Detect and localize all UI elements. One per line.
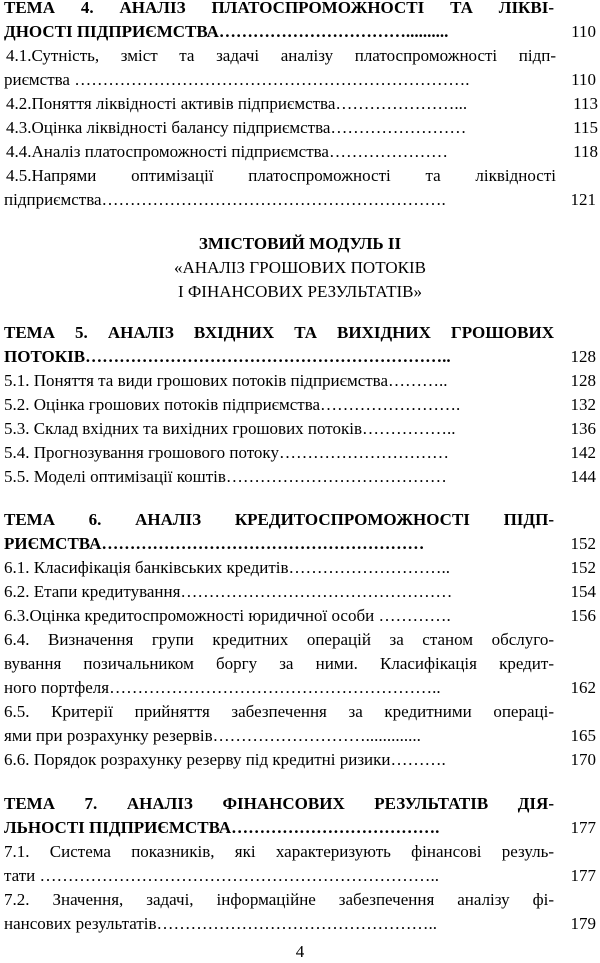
toc-item-4-5[interactable] (4, 188, 596, 212)
toc-item-6-6-page: 170 (570, 750, 596, 769)
toc-item-6-1-label: 6.1. Класифікація банківських кредитів……………………….. (4, 558, 451, 577)
topic7-heading-page: 177 (570, 818, 596, 837)
toc-item-4-4-page: 118 (573, 142, 598, 161)
toc-item-5-5[interactable] (4, 465, 596, 489)
toc-item-4-3-label: 4.3.Оцінка ліквідності балансу підприємства…………………… (6, 118, 467, 137)
topic4-heading-entry[interactable] (4, 20, 596, 44)
toc-item-4-1-line2: риємства ……………………………………………………………. (4, 70, 470, 89)
toc-item-4-2-page: 113 (573, 94, 598, 113)
topic4-heading-page: 110 (571, 22, 596, 41)
topic4-heading-line1: ТЕМА 4. АНАЛІЗ ПЛАТОСПРОМОЖНОСТІ ТА ЛІКВІ- (4, 0, 554, 17)
toc-item-7-2-line1: 7.2. Значення, задачі, інформаційне забезпечення аналізу фі- (4, 890, 554, 909)
toc-item-6-4-line1: 6.4. Визначення групи кредитних операцій за станом обслуго- (4, 630, 554, 649)
toc-item-5-2[interactable] (4, 393, 596, 417)
toc-item-4-3[interactable] (4, 116, 598, 140)
toc-item-5-4-page: 142 (570, 443, 596, 462)
toc-item-5-5-page: 144 (570, 467, 596, 486)
toc-item-4-5-page: 121 (570, 190, 596, 209)
topic6-heading-line1: ТЕМА 6. АНАЛІЗ КРЕДИТОСПРОМОЖНОСТІ ПІДП- (4, 510, 554, 529)
toc-item-6-5-line2: ями при розрахунку резервів………………………............. (4, 726, 421, 745)
toc-item-6-3[interactable] (4, 604, 596, 628)
toc-item-7-1[interactable] (4, 864, 596, 888)
toc-item-5-3[interactable] (4, 417, 596, 441)
toc-item-5-4[interactable] (4, 441, 596, 465)
toc-item-5-1-label: 5.1. Поняття та види грошових потоків підприємства……….. (4, 371, 448, 390)
topic5-heading-page: 128 (570, 347, 596, 366)
toc-item-5-5-label: 5.5. Моделі оптимізації коштів………………………………… (4, 467, 447, 486)
toc-item-5-2-label: 5.2. Оцінка грошових потоків підприємства……………………. (4, 395, 461, 414)
toc-item-7-1-page: 177 (570, 866, 596, 885)
toc-item-6-5[interactable] (4, 724, 596, 748)
topic6-heading-line2: РИЄМСТВА………………………………………………… (4, 534, 425, 553)
toc-item-4-5-line2: підприємства……………………………………………………. (4, 190, 446, 209)
toc-item-6-1-page: 152 (570, 558, 596, 577)
toc-item-6-5-page: 165 (570, 726, 596, 745)
toc-item-6-6-label: 6.6. Порядок розрахунку резерву під кредитні ризики………. (4, 750, 446, 769)
topic4-heading-line2: ДНОСТІ ПІДПРИЄМСТВА…………………………….......... (4, 22, 449, 41)
table-of-contents (4, 0, 596, 963)
topic5-heading-line2: ПОТОКІВ……………………………………………………….. (4, 347, 451, 366)
toc-item-6-4-page: 162 (570, 678, 596, 697)
topic5-heading-line1: ТЕМА 5. АНАЛІЗ ВХІДНИХ ТА ВИХІДНИХ ГРОШОВИХ (4, 323, 554, 342)
toc-item-5-3-page: 136 (570, 419, 596, 438)
toc-item-7-2-page: 179 (570, 914, 596, 933)
toc-item-6-6[interactable] (4, 748, 596, 772)
toc-item-6-2-page: 154 (570, 582, 596, 601)
toc-item-6-3-page: 156 (570, 606, 596, 625)
page-number: 4 (295, 942, 305, 961)
toc-item-5-1-page: 128 (570, 371, 596, 390)
toc-item-6-1[interactable] (4, 556, 596, 580)
toc-item-4-5-line1: 4.5.Напрями оптимізації платоспроможності та ліквідності (6, 166, 556, 185)
toc-item-7-1-line1: 7.1. Система показників, які характеризують фінансові резуль- (4, 842, 554, 861)
toc-item-4-1-line1: 4.1.Сутність, зміст та задачі аналізу платоспроможності підп- (6, 46, 556, 65)
toc-item-6-4-line3: ного портфеля………………………………………………….. (4, 678, 441, 697)
toc-item-5-2-page: 132 (570, 395, 596, 414)
module-title: ЗМІСТОВИЙ МОДУЛЬ ІІ (198, 234, 402, 253)
topic7-heading-line1: ТЕМА 7. АНАЛІЗ ФІНАНСОВИХ РЕЗУЛЬТАТІВ ДІЯ- (4, 794, 554, 813)
toc-item-5-3-label: 5.3. Склад вхідних та вихідних грошових потоків…………….. (4, 419, 456, 438)
toc-item-5-4-label: 5.4. Прогнозування грошового потоку………………………… (4, 443, 449, 462)
toc-item-4-2[interactable] (4, 92, 598, 116)
toc-item-5-1[interactable] (4, 369, 596, 393)
module-subtitle-line1: «АНАЛІЗ ГРОШОВИХ ПОТОКІВ (174, 258, 426, 277)
topic6-heading-page: 152 (570, 534, 596, 553)
toc-item-4-4[interactable] (4, 140, 598, 164)
toc-item-6-4[interactable] (4, 676, 596, 700)
toc-item-4-1-page: 110 (571, 70, 596, 89)
toc-item-6-3-label: 6.3.Оцінка кредитоспроможності юридичної особи …………. (4, 606, 451, 625)
toc-item-7-2[interactable] (4, 912, 596, 936)
toc-item-6-2[interactable] (4, 580, 596, 604)
toc-item-7-1-line2: тати …………………………………………………………….. (4, 866, 440, 885)
toc-item-6-2-label: 6.2. Етапи кредитування………………………………………… (4, 582, 453, 601)
topic7-heading-entry[interactable] (4, 816, 596, 840)
toc-item-4-4-label: 4.4.Аналіз платоспроможності підприємства………………… (6, 142, 448, 161)
topic7-heading-line2: ЛЬНОСТІ ПІДПРИЄМСТВА………………………………. (4, 818, 440, 837)
toc-item-4-1[interactable] (4, 68, 596, 92)
topic6-heading-entry[interactable] (4, 532, 596, 556)
toc-item-4-3-page: 115 (573, 118, 598, 137)
toc-item-7-2-line2: нансових результатів………………………………………….. (4, 914, 438, 933)
toc-item-6-5-line1: 6.5. Критерії прийняття забезпечення за кредитними операці- (4, 702, 554, 721)
topic5-heading-entry[interactable] (4, 345, 596, 369)
toc-item-6-4-line2: вування позичальником боргу за ними. Класифікація кредит- (4, 654, 554, 673)
module-subtitle-line2: І ФІНАНСОВИХ РЕЗУЛЬТАТІВ» (177, 282, 423, 301)
toc-item-4-2-label: 4.2.Поняття ліквідності активів підприємства…………………... (6, 94, 468, 113)
